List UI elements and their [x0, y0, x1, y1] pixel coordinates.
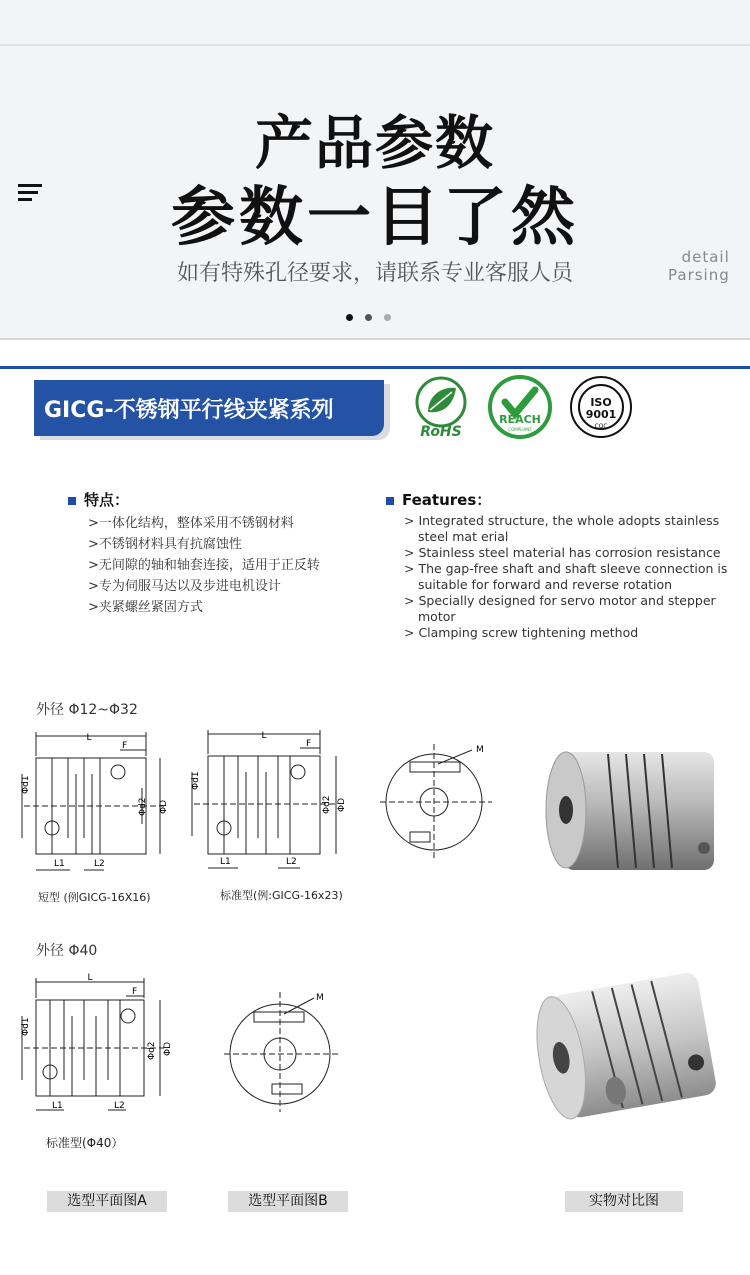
coupling-photo-2: [528, 970, 728, 1120]
svg-text:ISO: ISO: [590, 396, 612, 409]
plan-a-button[interactable]: 选型平面图A: [47, 1191, 167, 1212]
svg-text:RoHS: RoHS: [420, 424, 462, 440]
coupling-photo-1: [538, 744, 728, 874]
hero-title: 产品参数: [254, 109, 495, 177]
svg-text:L1: L1: [52, 1101, 63, 1111]
svg-text:L: L: [261, 731, 267, 741]
dim-F: F: [122, 741, 128, 751]
dim-L: L: [86, 733, 92, 743]
dim-D: ΦD: [159, 799, 169, 814]
feature-en-item: > Clamping screw tightening method: [404, 625, 639, 640]
feature-cn-item: >一体化结构，整体采用不锈钢材料: [88, 516, 294, 531]
features-cn-heading: 特点：: [68, 490, 358, 511]
svg-text:L2: L2: [114, 1101, 125, 1111]
feature-en-item: > Stainless steel material has corrosion resistance: [404, 545, 721, 560]
feature-cn-item: >夹紧螺丝紧固方式: [88, 600, 203, 615]
svg-text:L1: L1: [220, 857, 231, 867]
caption-short-type: 短型 (例GICG-16X16): [38, 891, 151, 904]
svg-text:F: F: [132, 987, 138, 997]
features-en-heading: Features：: [386, 490, 736, 511]
section-divider: [0, 366, 750, 369]
svg-text:CQC: CQC: [594, 423, 608, 430]
size-range-label: 外径 Φ12~Φ32: [36, 702, 138, 718]
hero-subtitle-large: 参数一目了然: [171, 181, 579, 255]
carousel-dot-1[interactable]: [346, 314, 353, 321]
svg-text:Φd2: Φd2: [322, 795, 332, 814]
svg-text:M: M: [476, 745, 484, 755]
feature-en-item: > Integrated structure, the whole adopts stainless steel mat erial: [404, 513, 720, 544]
caption-40-type: 标准型(Φ40）: [46, 1136, 124, 1150]
feature-en-item: > The gap-free shaft and shaft sleeve connection is suitable for forward and reverse rotation: [404, 561, 728, 592]
hero-note: 如有特殊孔径要求，请联系专业客服人员: [176, 261, 573, 286]
svg-text:L: L: [87, 973, 93, 983]
drawing-standard-type: [180, 724, 350, 874]
iso9001-icon: [568, 374, 634, 440]
series-title: GICG-不锈钢平行线夹紧系列: [44, 398, 334, 423]
top-divider: [0, 44, 750, 46]
features-cn: [68, 490, 358, 618]
svg-text:REACH: REACH: [499, 413, 541, 426]
dim-L1: L1: [54, 859, 65, 869]
reach-icon: [487, 374, 553, 440]
svg-text:COMPLIANT: COMPLIANT: [508, 427, 532, 432]
feature-en-item: > Specially designed for servo motor and stepper motor: [404, 593, 716, 624]
series-title-box: [34, 380, 384, 436]
plan-b-button[interactable]: 选型平面图B: [228, 1191, 348, 1212]
drawing-short-type: [14, 728, 184, 876]
parsing-line: Parsing: [668, 266, 730, 284]
svg-text:Φd1: Φd1: [21, 1017, 31, 1036]
features-en: [386, 490, 736, 641]
detail-line: detail: [681, 248, 730, 266]
size-range-label-40: 外径 Φ40: [36, 943, 98, 959]
svg-text:F: F: [306, 739, 312, 749]
svg-text:M: M: [316, 993, 324, 1003]
feature-cn-item: >专为伺服马达以及步进电机设计: [88, 579, 281, 594]
feature-cn-item: >无间隙的轴和轴套连接，适用于正反转: [88, 558, 320, 573]
carousel-dot-2[interactable]: [365, 314, 372, 321]
feature-cn-item: >不锈钢材料具有抗腐蚀性: [88, 537, 242, 552]
svg-text:L2: L2: [286, 857, 297, 867]
dim-L2: L2: [94, 859, 105, 869]
caption-standard-type: 标准型(例:GICG-16x23): [220, 889, 343, 902]
carousel-dot-3[interactable]: [384, 314, 391, 321]
end-view-1: [380, 740, 500, 860]
dim-d2: Φd2: [138, 797, 148, 816]
svg-text:9001: 9001: [585, 408, 617, 421]
rohs-icon: [408, 374, 474, 440]
dim-d1: Φd1: [21, 775, 31, 794]
drawing-40-type: [14, 968, 184, 1118]
svg-text:Φd1: Φd1: [191, 771, 201, 790]
photo-compare-button[interactable]: 实物对比图: [565, 1191, 683, 1212]
end-view-2: [224, 988, 344, 1112]
detail-tag: [668, 248, 730, 284]
svg-text:ΦD: ΦD: [163, 1041, 173, 1056]
svg-text:ΦD: ΦD: [337, 797, 347, 812]
carousel-dots: [346, 306, 403, 325]
svg-text:Φd2: Φd2: [147, 1041, 157, 1060]
hero-banner: [0, 0, 750, 340]
